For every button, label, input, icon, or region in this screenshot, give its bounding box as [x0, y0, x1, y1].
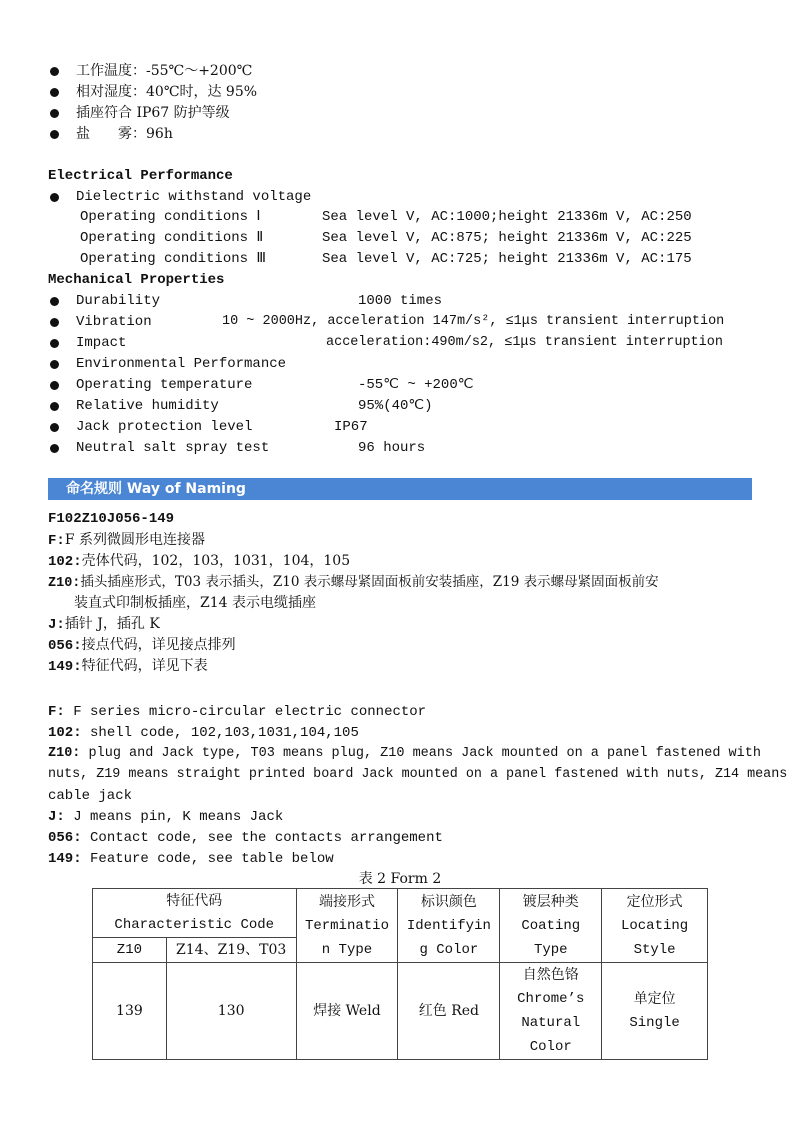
env-cn-line: 盐 雾：96h [76, 126, 173, 142]
condition-label: Operating conditions Ⅲ [80, 251, 267, 267]
list-item: nuts, Z19 means straight printed board Jack mounted on a panel fastened with nuts, Z14 means [48, 767, 788, 782]
bullet-dot [50, 318, 59, 327]
mech-value: -55℃ ~ +200℃ [358, 377, 474, 393]
mech-label: Vibration [76, 314, 152, 330]
table-header-cell: 镀层种类 Coating Type [500, 889, 602, 963]
list-item: 056:接点代码，详见接点排列 [48, 637, 236, 654]
bullet-dot [50, 88, 59, 97]
bullet-dot [50, 360, 59, 369]
bullet-dot [50, 130, 59, 139]
table-header-cell: 端接形式 Terminatio n Type [296, 889, 398, 963]
mech-label: Environmental Performance [76, 356, 287, 372]
list-item: Z10:插头插座形式，T03 表示插头，Z10 表示螺母紧固面板前安装插座，Z19 表示螺母紧固面板前安 [48, 574, 659, 591]
condition-value: Sea level V, AC:875; height 21336m V, AC:225 [322, 230, 692, 246]
table-cell: 红色 Red [398, 963, 500, 1060]
list-item: cable jack [48, 788, 133, 804]
table-header-cell: 定位形式 Locating Style [602, 889, 708, 963]
banner-title: 命名规则 Way of Naming [66, 481, 246, 497]
table-cell: 自然色铬 Chrome’s Natural Color [500, 963, 602, 1060]
table-header-cell: Z14、Z19、T03 [166, 938, 296, 963]
list-item: 装直式印制板插座，Z14 表示电缆插座 [74, 595, 316, 611]
list-item: Z10: plug and Jack type, T03 means plug, Z10 means Jack mounted on a panel fastened with [48, 746, 761, 761]
env-cn-line: 工作温度：-55℃～+200℃ [76, 63, 253, 79]
mech-value: 95%(40℃) [358, 398, 433, 414]
table-row [93, 963, 708, 1060]
bullet-dot [50, 297, 59, 306]
table-cell: 130 [166, 963, 296, 1060]
bullet-dot [50, 423, 59, 432]
list-item: 149:特征代码，详见下表 [48, 658, 208, 675]
section-title-electrical: Electrical Performance [48, 168, 233, 184]
bullet-dot [50, 67, 59, 76]
part-code: F102Z10J056-149 [48, 511, 175, 527]
mech-label: Operating temperature [76, 377, 253, 393]
condition-value: Sea level V, AC:1000;height 21336m V, AC:250 [322, 209, 692, 225]
bullet-dot [50, 444, 59, 453]
condition-label: Operating conditions Ⅰ [80, 209, 261, 225]
mech-value: 1000 times [358, 293, 443, 309]
list-item: 102: shell code, 102,103,1031,104,105 [48, 725, 359, 741]
table-cell: 139 [93, 963, 167, 1060]
table-header-cell: 特征代码 Characteristic Code [93, 889, 297, 938]
condition-value: Sea level V, AC:725; height 21336m V, AC:175 [322, 251, 692, 267]
section-title-mechanical: Mechanical Properties [48, 272, 225, 288]
table-caption: 表 2 Form 2 [358, 871, 442, 887]
mech-label: Neutral salt spray test [76, 440, 270, 456]
section-banner [48, 478, 752, 500]
bullet-dot [50, 109, 59, 118]
table-header-cell: 标识颜色 Identifyin g Color [398, 889, 500, 963]
bullet-dot [50, 193, 59, 202]
table-cell: 单定位 Single [602, 963, 708, 1060]
list-item: 056: Contact code, see the contacts arrangement [48, 830, 443, 846]
mech-value: 10 ~ 2000Hz, acceleration 147m/s², ≤1μs transient interruption [222, 314, 725, 329]
list-item: F:F 系列微圆形电连接器 [48, 532, 205, 549]
list-item: 149: Feature code, see table below [48, 851, 334, 867]
mech-label: Relative humidity [76, 398, 219, 414]
mech-label: Jack protection level [76, 419, 253, 435]
bullet-dot [50, 339, 59, 348]
table-header-cell: Z10 [93, 938, 167, 963]
mech-value: IP67 [334, 419, 368, 435]
mech-label: Impact [76, 335, 127, 351]
list-item: J: J means pin, K means Jack [48, 809, 284, 825]
env-cn-line: 插座符合 IP67 防护等级 [76, 105, 230, 121]
list-item: F: F series micro-circular electric connector [48, 704, 427, 720]
mech-label: Durability [76, 293, 161, 309]
bullet-dot [50, 402, 59, 411]
feature-table [92, 888, 708, 1060]
table-row [93, 889, 708, 938]
mech-value: acceleration:490m/s2, ≤1μs transient interruption [326, 335, 723, 350]
electrical-bullet: Dielectric withstand voltage [76, 189, 312, 205]
condition-label: Operating conditions Ⅱ [80, 230, 264, 246]
env-cn-line: 相对湿度：40℃时，达 95% [76, 84, 258, 100]
bullet-dot [50, 381, 59, 390]
mech-value: 96 hours [358, 440, 426, 456]
table-cell: 焊接 Weld [296, 963, 398, 1060]
list-item: 102:壳体代码，102，103，1031，104，105 [48, 553, 351, 570]
list-item: J:插针 J，插孔 K [48, 616, 160, 633]
